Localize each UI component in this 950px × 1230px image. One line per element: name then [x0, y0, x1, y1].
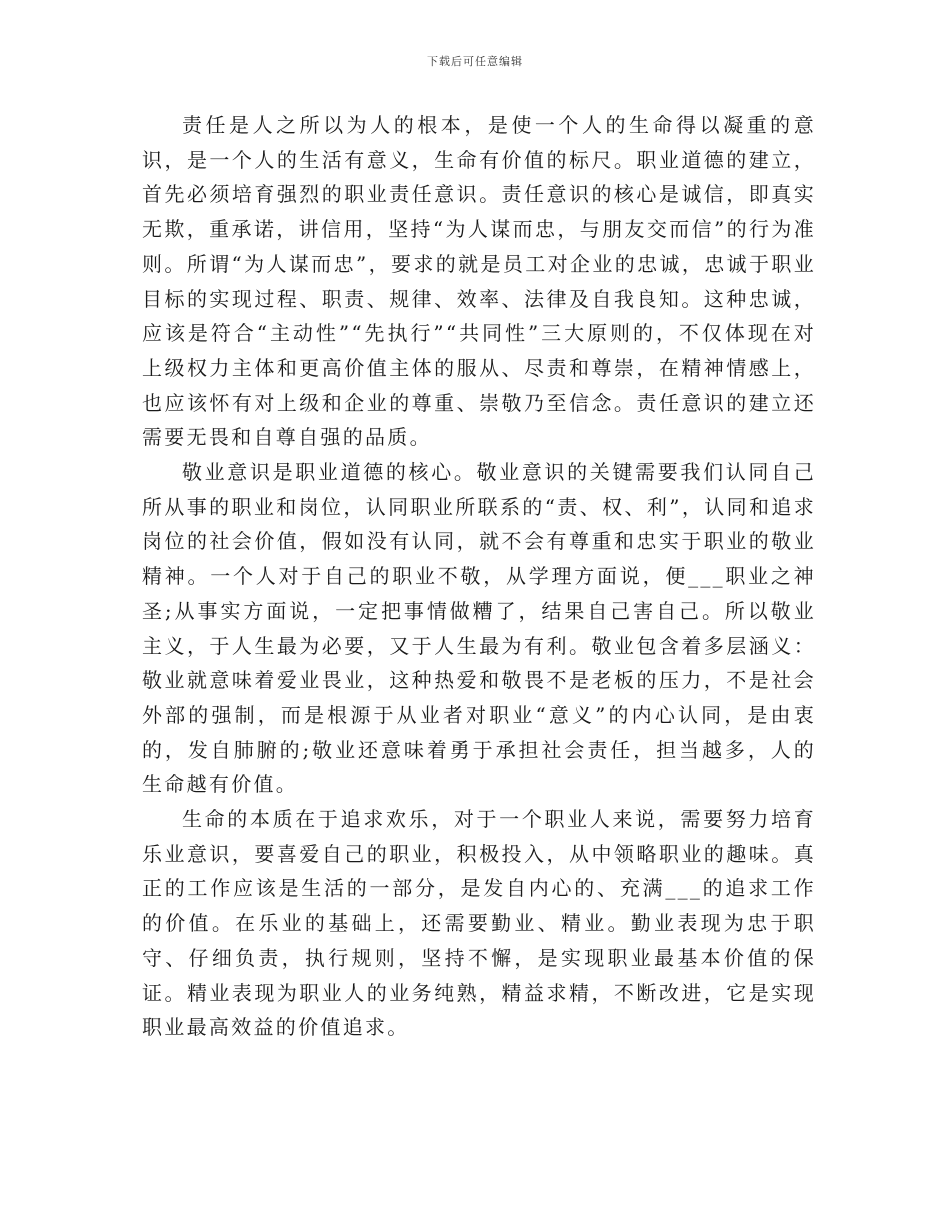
page-header: 下载后可任意编辑: [427, 55, 523, 68]
paragraph-enjoyment: 生命的本质在于追求欢乐，对于一个职业人来说，需要努力培育乐业意识，要喜爱自己的职业，积极投入，从中领略职业的趣味。真正的工作应该是生活的一部分，是发自内心的、充满___的追求工作的价值。在乐业的基础上，还需要勤业、精业。勤业表现为忠于职守、仔细负责，执行规则，坚持不懈，是实现职业最基本价值的保证。精业表现为职业人的业务纯熟，精益求精，不断改进，它是实现职业最高效益的价值追求。: [142, 807, 816, 1040]
paragraph-dedication: 敬业意识是职业道德的核心。敬业意识的关键需要我们认同自己所从事的职业和岗位，认同职业所联系的“责、权、利”，认同和追求岗位的社会价值，假如没有认同，就不会有尊重和忠实于职业的敬业精神。一个人对于自己的职业不敬，从学理方面说，便___职业之神圣;从事实方面说，一定把事情做糟了，结果自己害自己。所以敬业主义，于人生最为必要，又于人生最为有利。敬业包含着多层涵义：敬业就意味着爱业畏业，这种热爱和敬畏不是老板的压力，不是社会外部的强制，而是根源于从业者对职业“意义”的内心认同，是由衷的，发自肺腑的;敬业还意味着勇于承担社会责任，担当越多，人的生命越有价值。: [142, 460, 816, 797]
document-body: [142, 108, 816, 1045]
paragraph-responsibility: 责任是人之所以为人的根本，是使一个人的生命得以凝重的意识，是一个人的生活有意义，生命有价值的标尺。职业道德的建立，首先必须培育强烈的职业责任意识。责任意识的核心是诚信，即真实无欺，重承诺，讲信用，坚持“为人谋而忠，与朋友交而信”的行为准则。所谓“为人谋而忠”，要求的就是员工对企业的忠诚，忠诚于职业目标的实现过程、职责、规律、效率、法律及自我良知。这种忠诚，应该是符合“主动性”“先执行”“共同性”三大原则的，不仅体现在对上级权力主体和更高价值主体的服从、尽责和尊崇，在精神情感上，也应该怀有对上级和企业的尊重、崇敬乃至信念。责任意识的建立还需要无畏和自尊自强的品质。: [142, 113, 816, 450]
